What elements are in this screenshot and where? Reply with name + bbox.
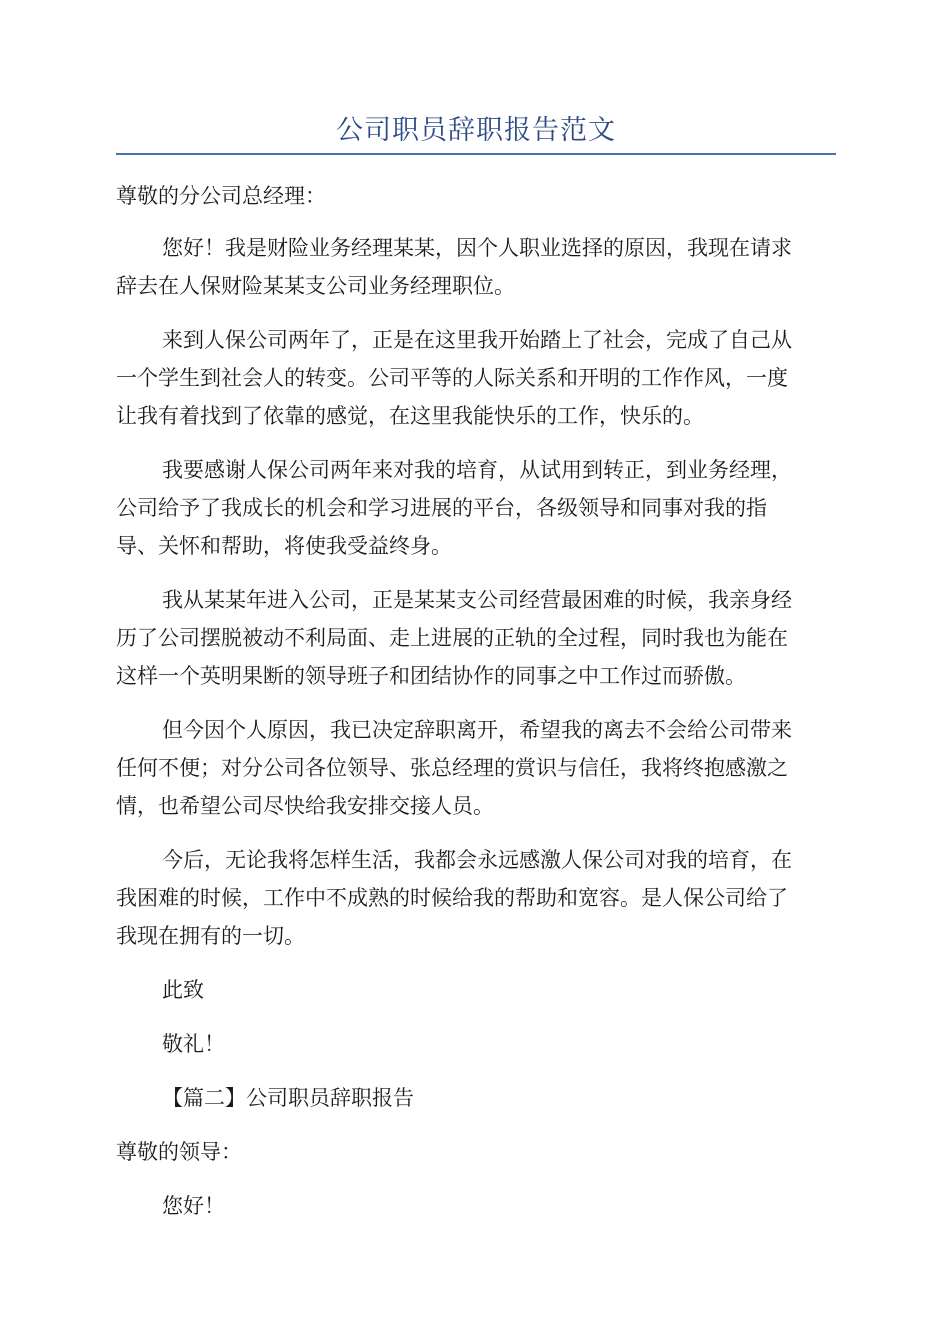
paragraph-line: 这样一个英明果断的领导班子和团结协作的同事之中工作过而骄傲。 <box>116 664 746 688</box>
closing-salute: 敬礼！ <box>162 1032 225 1056</box>
paragraph-line: 我从某某年进入公司，正是某某支公司经营最困难的时候，我亲身经 <box>162 588 792 612</box>
paragraph-line: 让我有着找到了依靠的感觉，在这里我能快乐的工作，快乐的。 <box>116 404 704 428</box>
paragraph-line: 我困难的时候，工作中不成熟的时候给我的帮助和宽容。是人保公司给了 <box>116 886 788 910</box>
salutation: 尊敬的分公司总经理： <box>116 184 326 208</box>
paragraph-line: 我现在拥有的一切。 <box>116 924 305 948</box>
paragraph-line: 任何不便；对分公司各位领导、张总经理的赏识与信任，我将终抱感激之 <box>116 756 788 780</box>
title-underline <box>116 153 836 155</box>
greeting-2: 您好！ <box>162 1194 225 1218</box>
paragraph-line: 您好！我是财险业务经理某某，因个人职业选择的原因，我现在请求 <box>162 236 792 260</box>
paragraph-line: 历了公司摆脱被动不利局面、走上进展的正轨的全过程，同时我也为能在 <box>116 626 788 650</box>
salutation-2: 尊敬的领导： <box>116 1140 242 1164</box>
paragraph-line: 导、关怀和帮助，将使我受益终身。 <box>116 534 452 558</box>
document-title: 公司职员辞职报告范文 <box>336 115 616 146</box>
paragraph-line: 我要感谢人保公司两年来对我的培育，从试用到转正，到业务经理， <box>162 458 792 482</box>
paragraph-line: 今后，无论我将怎样生活，我都会永远感激人保公司对我的培育，在 <box>162 848 792 872</box>
paragraph-line: 但今因个人原因，我已决定辞职离开，希望我的离去不会给公司带来 <box>162 718 792 742</box>
paragraph-line: 来到人保公司两年了，正是在这里我开始踏上了社会，完成了自己从 <box>162 328 792 352</box>
section-heading: 【篇二】公司职员辞职报告 <box>162 1086 414 1110</box>
document-page <box>116 0 836 1344</box>
closing-regards: 此致 <box>162 978 204 1002</box>
paragraph-line: 辞去在人保财险某某支公司业务经理职位。 <box>116 274 515 298</box>
paragraph-line: 一个学生到社会人的转变。公司平等的人际关系和开明的工作作风，一度 <box>116 366 788 390</box>
paragraph-line: 情，也希望公司尽快给我安排交接人员。 <box>116 794 494 818</box>
paragraph-line: 公司给予了我成长的机会和学习进展的平台，各级领导和同事对我的指 <box>116 496 767 520</box>
